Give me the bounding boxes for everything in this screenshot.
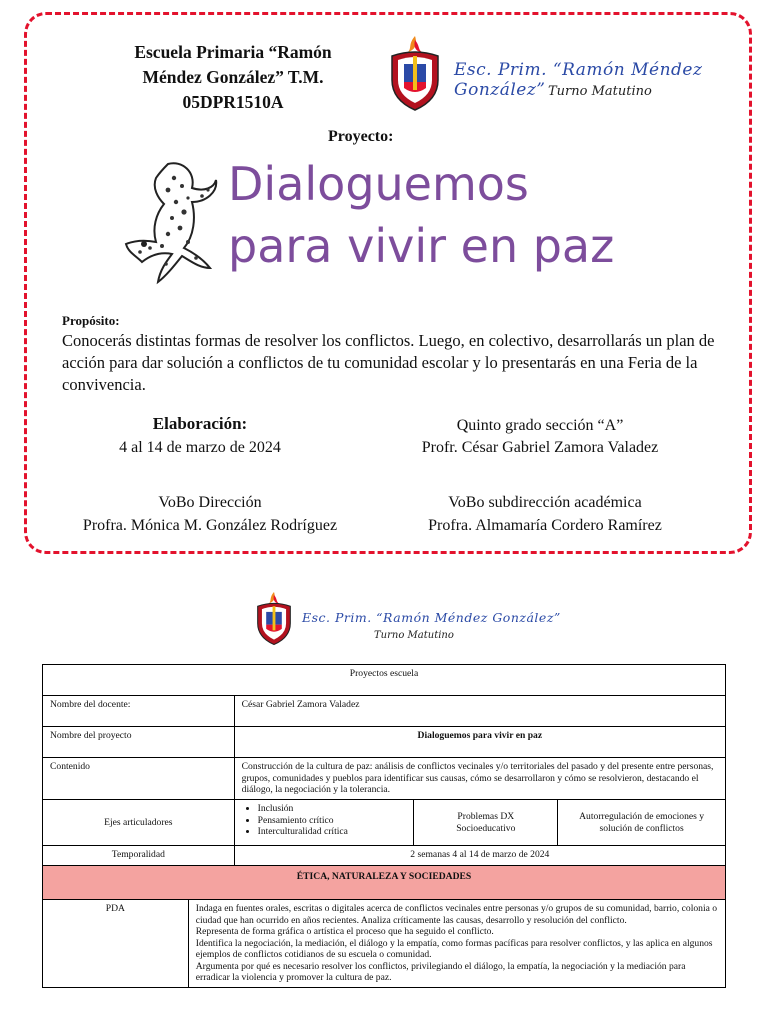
eje-item: • Interculturalidad crítica bbox=[258, 826, 407, 838]
proyecto-name-value: Dialoguemos para vivir en paz bbox=[234, 727, 725, 758]
temporalidad-value: 2 semanas 4 al 14 de marzo de 2024 bbox=[234, 846, 725, 866]
vobo-direccion-label: VoBo Dirección bbox=[158, 494, 262, 511]
campo-formativo-band: ÉTICA, NATURALEZA Y SOCIEDADES bbox=[43, 866, 726, 900]
school-name-line-1: Escuela Primaria “Ramón bbox=[134, 42, 332, 62]
pda-line: Identifica la negociación, la mediación, el diálogo y la empatía, como formas pacíficas para resolver conflictos, y las aplica en algunos ejemplos de conflictos cotidianos de su escuela o comunidad. bbox=[195, 937, 713, 960]
profesor-name: Profr. César Gabriel Zamora Valadez bbox=[421, 439, 659, 456]
docente-value: César Gabriel Zamora Valadez bbox=[234, 696, 725, 727]
logo-script-name: Esc. Prim. “Ramón Méndez González” bbox=[454, 60, 703, 100]
problemas-cell bbox=[414, 800, 558, 846]
grado-seccion: Quinto grado sección “A” bbox=[456, 417, 624, 434]
vobo-subdireccion-name: Profra. Almamaría Cordero Ramírez bbox=[428, 517, 662, 534]
elaboracion-label: Elaboración: bbox=[152, 414, 248, 433]
school-name-line-2: Méndez González” T.M. bbox=[142, 67, 324, 87]
pda-line: Argumenta por qué es necesario resolver los conflictos, privilegiando el diálogo, la empatía, la negociación y la mediación para erradicar la violencia y promover la cultura de paz. bbox=[195, 960, 686, 983]
autorregulacion-cell: Autorregulación de emociones y solución de conflictos bbox=[558, 800, 726, 846]
ejes-label: Ejes articuladores bbox=[43, 800, 235, 846]
pda-line: Indaga en fuentes orales, escritas o digitales acerca de conflictos vecinales entre personas y/o grupos de su comunidad, barrio, colonia o ciudad que han ocurrido en años recientes. Analiza críticamente las causas, desarrollo y resolución del conflicto. bbox=[195, 903, 718, 926]
contenido-value: Construcción de la cultura de paz: análisis de conflictos vecinales y/o territoriales del pasado y del presente entre personas, grupos, comunidades y pueblos para identificar sus causas, cómo se desarrollaron y cómo se resolvieron, destacando el diálogo, la negociación y la tolerancia. bbox=[234, 758, 725, 800]
logo-script-turno-small: Turno Matutino bbox=[374, 630, 454, 641]
temporalidad-label: Temporalidad bbox=[43, 846, 235, 866]
vobo-subdireccion-label: VoBo subdirección académica bbox=[448, 494, 642, 511]
pda-label: PDA bbox=[43, 900, 189, 988]
jaguar-illustration bbox=[122, 158, 222, 286]
ejes-list bbox=[234, 800, 414, 846]
school-code: 05DPR1510A bbox=[182, 92, 284, 112]
proyecto-label: Proyecto: bbox=[328, 128, 394, 145]
table-header: Proyectos escuela bbox=[43, 665, 726, 696]
eje-item: • Inclusión bbox=[258, 803, 407, 815]
project-title-line-2: para vivir en paz bbox=[228, 219, 615, 273]
proyecto-name-label: Nombre del proyecto bbox=[43, 727, 235, 758]
project-form-table bbox=[42, 664, 726, 988]
elaboracion-dates: 4 al 14 de marzo de 2024 bbox=[119, 439, 281, 456]
school-name bbox=[88, 40, 378, 115]
contenido-label: Contenido bbox=[43, 758, 235, 800]
pda-line: Representa de forma gráfica o artística el proceso que ha seguido el conflicto. bbox=[195, 926, 494, 937]
proposito-label: Propósito: bbox=[62, 313, 120, 328]
logo-script-name-small: Esc. Prim. “Ramón Méndez González” bbox=[302, 610, 561, 625]
eje-item: • Pensamiento crítico bbox=[258, 815, 407, 827]
project-title-line-1: Dialoguemos bbox=[228, 157, 529, 211]
vobo-direccion-name: Profra. Mónica M. González Rodríguez bbox=[82, 517, 338, 534]
logo-script-turno: Turno Matutino bbox=[548, 84, 652, 99]
problemas-line-1: Problemas DX bbox=[457, 811, 515, 822]
school-crest-icon-small bbox=[252, 590, 296, 648]
school-crest-icon bbox=[384, 34, 446, 114]
docente-label: Nombre del docente: bbox=[43, 696, 235, 727]
proposito-text: Conocerás distintas formas de resolver los conflictos. Luego, en colectivo, desarrollarás un plan de acción para dar solución a conflictos de tu comunidad escolar y lo presentarás en una Feria de la convivencia. bbox=[62, 331, 715, 394]
pda-content bbox=[188, 900, 725, 988]
problemas-line-2: Socioeducativo bbox=[456, 822, 516, 834]
